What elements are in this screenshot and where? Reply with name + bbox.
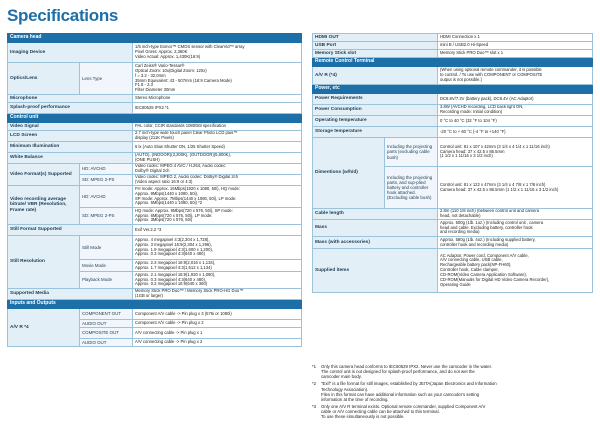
spec-row — [8, 142, 302, 153]
spec-row — [313, 105, 593, 116]
spec-label: Power Consumption — [313, 105, 438, 116]
spec-label: Optics/Lens — [8, 63, 80, 95]
spec-label: Splash-proof performance — [8, 103, 133, 114]
spec-value: Exif Ver.2.2 *3 — [133, 225, 302, 236]
spec-label: LCD Screen — [8, 131, 133, 142]
spec-row — [313, 237, 593, 249]
spec-sublabel: AUDIO OUT — [80, 320, 133, 328]
spec-value: Component A/V cable -> Pin plug x 2 — [133, 320, 302, 328]
spec-sublabel: Playback Mode — [80, 272, 133, 289]
spec-value: 3.8W (AVCHD recording, LCD back light ON, Recording mode: Initial condition) — [438, 105, 593, 116]
spec-label: A/V R *4 — [8, 309, 80, 347]
spec-value: Stereo Microphone — [133, 95, 302, 103]
spec-label: Still Resolution — [8, 236, 80, 289]
spec-label: Imaging Device — [8, 43, 133, 63]
spec-sublabel: Still Mode — [80, 236, 133, 260]
spec-row — [313, 127, 593, 138]
section-header: Remote Control Terminal — [313, 58, 593, 67]
section-header-row — [313, 85, 593, 94]
spec-value: HQ mode: Approx. 9Mbps(720 x 576, 50i), SP mode: Approx. 6Mbps(720 x 576, 50i), LP mode: Approx. 3Mbps(720 x 576, 50i) — [133, 208, 302, 225]
footnote-text: Only this camera head conforms to IEC60529 IPX2. Never use the camcoder in the water. The control unit is not designed for splash-proof performance, and do not wet the camcoder main body. — [321, 364, 493, 380]
spec-value: IEC60529 IPX2 *1 — [133, 103, 302, 114]
spec-label: A/V R (*4) — [313, 67, 438, 85]
spec-value: Control unit: 81 x 107 x 42mm (3 1/4 x 4 1/4 x 1 11/16 inch) Camera head: 37 x 42.5 x 86.5mm (1 1/2 x 1 11/16 x 3 1/2 inch) — [438, 138, 593, 167]
footnotes — [312, 364, 593, 422]
spec-row — [8, 63, 302, 95]
spec-value: Carl Zeiss® Vario-Tessar® Optical Zoom: 10x(Digital Zoom: 120x) f = 3.2 - 32.0mm 35mm Equivalent: 43 - 507mm (16:9 Camera Mode) F1.8 - 2.3 Filter Diameter 30mm — [133, 63, 302, 95]
spec-row — [313, 94, 593, 105]
spec-sublabel: SD: MPEG 2-PS — [80, 175, 133, 186]
specs-table-left — [7, 33, 302, 347]
spec-value: Video codec: MPEG 4 AVC / H.264, Audio codec: Dolby® Digital 2ch — [133, 164, 302, 175]
spec-value: Memory Stick PRO Duo™ / Memory Stick PRO-HG Duo™ (1GB or larger) — [133, 289, 302, 300]
spec-value: 5 lx (Auto Slow Shutter ON, 1/25 Shutter Speed) — [133, 142, 302, 153]
spec-value: mini B / USB2.0 Hi-Speed — [438, 42, 593, 50]
spec-sublabel: SD: MPEG 2-PS — [80, 208, 133, 225]
spec-row — [8, 95, 302, 103]
spec-value: 1/5 inch-type Exmor™ CMOS sensor with ClearVid™ array Pixel Gross: Approx. 2,360K Video Actual: Approx. 1,430K(16:9) — [133, 43, 302, 63]
spec-label: Microphone — [8, 95, 133, 103]
section-header: Inputs and Outputs — [8, 300, 302, 309]
spec-row — [313, 209, 593, 220]
spec-row — [313, 50, 593, 58]
spec-value: (AUTO), (INDOOR)(3,200K), (OUTDOOR)(5,800K), (ONE PUSH) — [133, 153, 302, 164]
spec-label: Video Signal — [8, 123, 133, 131]
spec-label: Memory Stick slot — [313, 50, 438, 58]
section-header-row — [8, 300, 302, 309]
spec-row — [313, 34, 593, 42]
specs-table-right — [312, 33, 593, 293]
spec-sublabel: Including the projecting parts, and sup-plied battery and controller hook attached. (Excluding cable bush) — [385, 167, 438, 209]
spec-value: -20 °C to + 60 °C (-4 °F to +140 °F) — [438, 127, 593, 138]
spec-value: PAL color, CCIR standards 1080/50i specification — [133, 123, 302, 131]
spec-row — [8, 289, 302, 300]
spec-sublabel: AUDIO OUT — [80, 339, 133, 347]
footnote-mark: *2 — [312, 381, 317, 387]
section-header-row — [8, 114, 302, 123]
spec-label: Storage temperature — [313, 127, 438, 138]
spec-label: White Balance — [8, 153, 133, 164]
spec-value: Approx. 4 megapixel 4:3(2,304 x 1,728), Approx. 3 megapixel 16:9(2,304 x 1,296), Approx. 1.9 megapixel 4:3(1,600 x 1,200), Approx. 0.3 megapixel 4:3(640 x 480) — [133, 236, 302, 260]
spec-value: Approx. 500g (1lb. 1oz.) (Including control unit , camera head and cable. Excluding battery, controller hook and recording media) — [438, 220, 593, 237]
footnote-text: "Exif" is a file format for still images, established by JEITA(Japan Electronics and Information Technology Association). Files in this format can have additional information such as your camcoder's setting information at the time of recording. — [321, 381, 497, 402]
spec-label: Supported Media — [8, 289, 133, 300]
spec-row — [313, 249, 593, 293]
spec-value: FH mode: Approx. 16Mbps(1920 x 1080, 50i), HQ mode: Approx. 9Mbps(1440 x 1080, 50i), SP mode: Approx. 7Mbps(1440 x 1080, 50i), LP mode: Approx. 5Mbps(1440 x 1080, 50i) *2 — [133, 186, 302, 208]
spec-row — [8, 225, 302, 236]
spec-label: Minimum Illumination — [8, 142, 133, 153]
spec-label: Operating temperature — [313, 116, 438, 127]
spec-sublabel: Movie Mode — [80, 260, 133, 272]
spec-row — [313, 67, 593, 85]
spec-label: Power Requirements — [313, 94, 438, 105]
footnote — [312, 364, 593, 379]
spec-value: AC Adaptor, Power cord, Component A/V cable, A/V connecting cable, USB cable, Rechargeable battery pack(NP-FH60), Controller hook, Cable clamper, CD-ROM(Video Camera Application Software), CD-ROM(Manuals for Digital HD Video Camera Recorder), Operating Guide — [438, 249, 593, 293]
spec-row — [8, 236, 302, 260]
footnote — [312, 404, 593, 419]
spec-value: Control unit: 81 x 122 x 47mm (3 1/4 x 4 7/8 x 1 7/8 inch) Camera head: 37 x 42.5 x 86.5mm (1 1/2 x 1 11/16 x 3 1/2 inch) — [438, 167, 593, 209]
spec-value: A/V connecting cable -> Pin plug x 1 — [133, 328, 302, 339]
spec-sublabel: HD: AVCHD — [80, 164, 133, 175]
spec-value: HDMI Connection x 1 — [438, 34, 593, 42]
spec-sublabel: COMPONENT OUT — [80, 309, 133, 320]
spec-value: Approx. 580g (1lb. 4oz.) (Including supplied battery, controller hook and recording media) — [438, 237, 593, 249]
spec-value: Component A/V cable -> Pin plug x 3 (576i or 1080i) — [133, 309, 302, 320]
spec-value: 0 °C to 40 °C (32 °F to 104 °F) — [438, 116, 593, 127]
spec-label: Still Format Supported — [8, 225, 133, 236]
spec-sublabel: Lens Type — [80, 63, 133, 95]
spec-row — [313, 42, 593, 50]
spec-value: A/V connecting cable -> Pin plug x 2 — [133, 339, 302, 347]
spec-sublabel: COMPOSITE OUT — [80, 328, 133, 339]
spec-value: (When using optional remote commander, it is possible to control. / To use with COMPONENT or COMPOSITE output is not possible.) — [438, 67, 593, 85]
spec-label: Video recording average bitrate/ VBR (Resolution, Frame rate) — [8, 186, 80, 225]
spec-label: Cable length — [313, 209, 438, 220]
section-header-row — [313, 58, 593, 67]
spec-sublabel: Including the projecting parts (excluding cable bush) — [385, 138, 438, 167]
spec-value: DC6.8V/7.2V (battery pack), DC8.4V (AC Adaptor) — [438, 94, 593, 105]
spec-row — [8, 43, 302, 63]
page-title: Specifications — [7, 6, 119, 25]
footnote-mark: *3 — [312, 404, 317, 410]
spec-row — [8, 103, 302, 114]
spec-value: Memory Stick PRO Duo™ slot x 1 — [438, 50, 593, 58]
spec-row — [8, 186, 302, 208]
section-header: Control unit — [8, 114, 302, 123]
spec-label: HDMI OUT — [313, 34, 438, 42]
footnote — [312, 381, 593, 402]
spec-value: 2.8m (110 1/8 inch) (between control unit and camera head, not detachable) — [438, 209, 593, 220]
spec-value: Video codec: MPEG 2, Audio codec: Dolby® Digital 2ch (Video aspect ratio 16:9 or 4:3) — [133, 175, 302, 186]
spec-value: Approx. 2.3 megapixel 16:9(2,016 x 1,134), Approx. 1.7 megapixel 4:3(1,512 x 1,134) — [133, 260, 302, 272]
spec-row — [8, 131, 302, 142]
spec-sublabel: HD: AVCHD — [80, 186, 133, 208]
spec-row — [8, 309, 302, 320]
spec-row — [313, 138, 593, 167]
section-header-row — [8, 34, 302, 43]
footnote-text: Only one A/V R terminal exists. Optional remote commander, supplied Component A/V cable or A/V connecting cable can be attached to this terminal. To use these simultaneously is not possible. — [321, 404, 486, 420]
spec-row — [313, 220, 593, 237]
spec-label: Dimentions (w/h/d) — [313, 138, 385, 209]
spec-row — [8, 164, 302, 175]
section-header: Power, etc — [313, 85, 593, 94]
spec-label: USB Port — [313, 42, 438, 50]
section-header: Camera head — [8, 34, 302, 43]
spec-row — [8, 153, 302, 164]
spec-label: Video Format(s) Supported — [8, 164, 80, 186]
footnote-mark: *1 — [312, 364, 317, 369]
spec-label: Supplied items — [313, 249, 438, 293]
spec-value: Approx. 2.1 megapixel 16:9(1,920 x 1,080), Approx. 0.3 megapixel 4:3(640 x 480), Approx. 0.2 megapixel 16:9(640 x 360) — [133, 272, 302, 289]
spec-row — [313, 116, 593, 127]
spec-row — [8, 123, 302, 131]
spec-label: Mass — [313, 220, 438, 237]
spec-label: Mass (with accessories) — [313, 237, 438, 249]
spec-value: 2.7 inch-type wide touch panel Clear Photo LCD plus™ display (211K Pixels) — [133, 131, 302, 142]
